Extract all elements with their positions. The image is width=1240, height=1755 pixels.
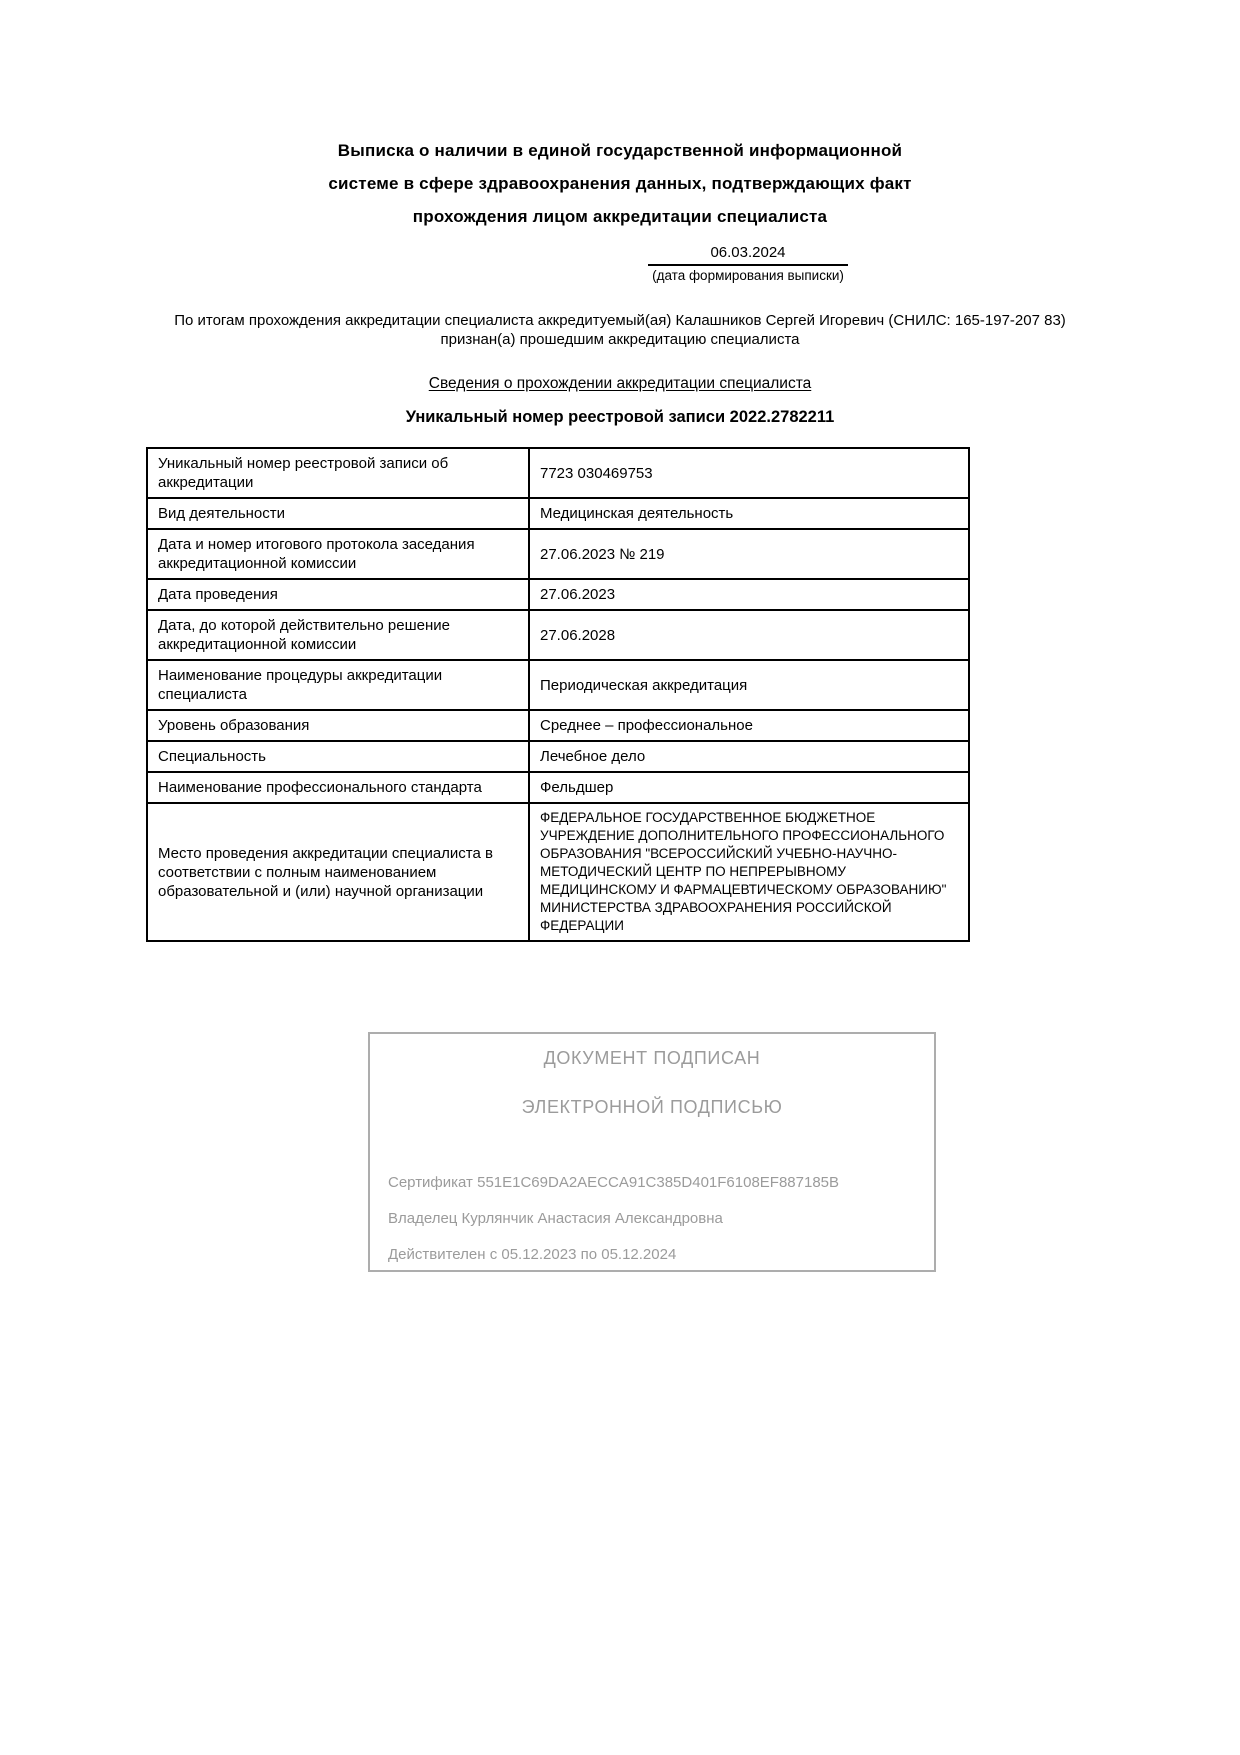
row-value: Среднее – профессиональное	[529, 710, 969, 741]
table-row-activity-type	[147, 498, 969, 529]
row-label: Дата проведения	[147, 579, 529, 610]
title-line-1: Выписка о наличии в единой государственной информационной	[337, 141, 903, 160]
title-line-2: системе в сфере здравоохранения данных, подтверждающих факт	[328, 174, 912, 193]
signature-owner: Владелец Курлянчик Анастасия Александровна	[388, 1210, 723, 1227]
signature-heading-line1: ДОКУМЕНТ ПОДПИСАН	[543, 1048, 761, 1068]
row-value: Медицинская деятельность	[529, 498, 969, 529]
row-label: Уникальный номер реестровой записи об аккредитации	[147, 448, 529, 498]
signature-validity: Действителен с 05.12.2023 по 05.12.2024	[388, 1246, 677, 1263]
table-row-protocol	[147, 529, 969, 579]
title-line-3: прохождения лицом аккредитации специалиста	[412, 207, 828, 226]
extract-date-caption: (дата формирования выписки)	[652, 268, 844, 283]
signature-certificate: Сертификат 551E1C69DA2AECCA91C385D401F6108EF887185B	[388, 1174, 840, 1191]
table-row-professional-standard	[147, 772, 969, 803]
signature-box	[368, 1032, 936, 1272]
table-row-valid-until	[147, 610, 969, 660]
row-value: Периодическая аккредитация	[529, 660, 969, 710]
table-row-education-level	[147, 710, 969, 741]
table-row-organization	[147, 803, 969, 941]
row-label: Дата и номер итогового протокола заседания аккредитационной комиссии	[147, 529, 529, 579]
row-label: Уровень образования	[147, 710, 529, 741]
table-row-procedure-name	[147, 660, 969, 710]
intro-line-2: признан(а) прошедшим аккредитацию специалиста	[440, 331, 800, 348]
table-row-specialty	[147, 741, 969, 772]
row-label: Специальность	[147, 741, 529, 772]
row-value: 27.06.2028	[529, 610, 969, 660]
extract-date: 06.03.2024	[648, 244, 847, 266]
table-row-registry-number	[147, 448, 969, 498]
record-number-heading: Уникальный номер реестровой записи 2022.2782211	[405, 408, 835, 426]
intro-paragraph	[0, 311, 1240, 349]
row-value: Лечебное дело	[529, 741, 969, 772]
signature-heading-line2: ЭЛЕКТРОННОЙ ПОДПИСЬЮ	[521, 1097, 783, 1117]
accreditation-table	[146, 447, 970, 942]
intro-line-1: По итогам прохождения аккредитации специалиста аккредитуемый(ая) Калашников Сергей Игоревич (СНИЛС: 165-197-207 83)	[174, 312, 1066, 329]
row-label: Место проведения аккредитации специалиста в соответствии с полным наименованием образовательной и (или) научной организации	[147, 803, 529, 941]
extract-date-block	[608, 244, 888, 283]
table-row-date-held	[147, 579, 969, 610]
row-label: Наименование процедуры аккредитации специалиста	[147, 660, 529, 710]
row-value: 27.06.2023 № 219	[529, 529, 969, 579]
section-heading: Сведения о прохождении аккредитации специалиста	[428, 375, 812, 392]
row-value: 27.06.2023	[529, 579, 969, 610]
row-label: Дата, до которой действительно решение аккредитационной комиссии	[147, 610, 529, 660]
row-value: ФЕДЕРАЛЬНОЕ ГОСУДАРСТВЕННОЕ БЮДЖЕТНОЕ УЧРЕЖДЕНИЕ ДОПОЛНИТЕЛЬНОГО ПРОФЕССИОНАЛЬНОГО ОБРАЗОВАНИЯ "ВСЕРОССИЙСКИЙ УЧЕБНО-НАУЧНО-МЕТОДИЧЕСКИЙ ЦЕНТР ПО НЕПРЕРЫВНОМУ МЕДИЦИНСКОМУ И ФАРМАЦЕВТИЧЕСКОМУ ОБРАЗОВАНИЮ" МИНИСТЕРСТВА ЗДРАВООХРАНЕНИЯ РОССИЙСКОЙ ФЕДЕРАЦИИ	[529, 803, 969, 941]
row-label: Наименование профессионального стандарта	[147, 772, 529, 803]
document-title	[0, 134, 1240, 233]
row-label: Вид деятельности	[147, 498, 529, 529]
row-value: Фельдшер	[529, 772, 969, 803]
row-value: 7723 030469753	[529, 448, 969, 498]
